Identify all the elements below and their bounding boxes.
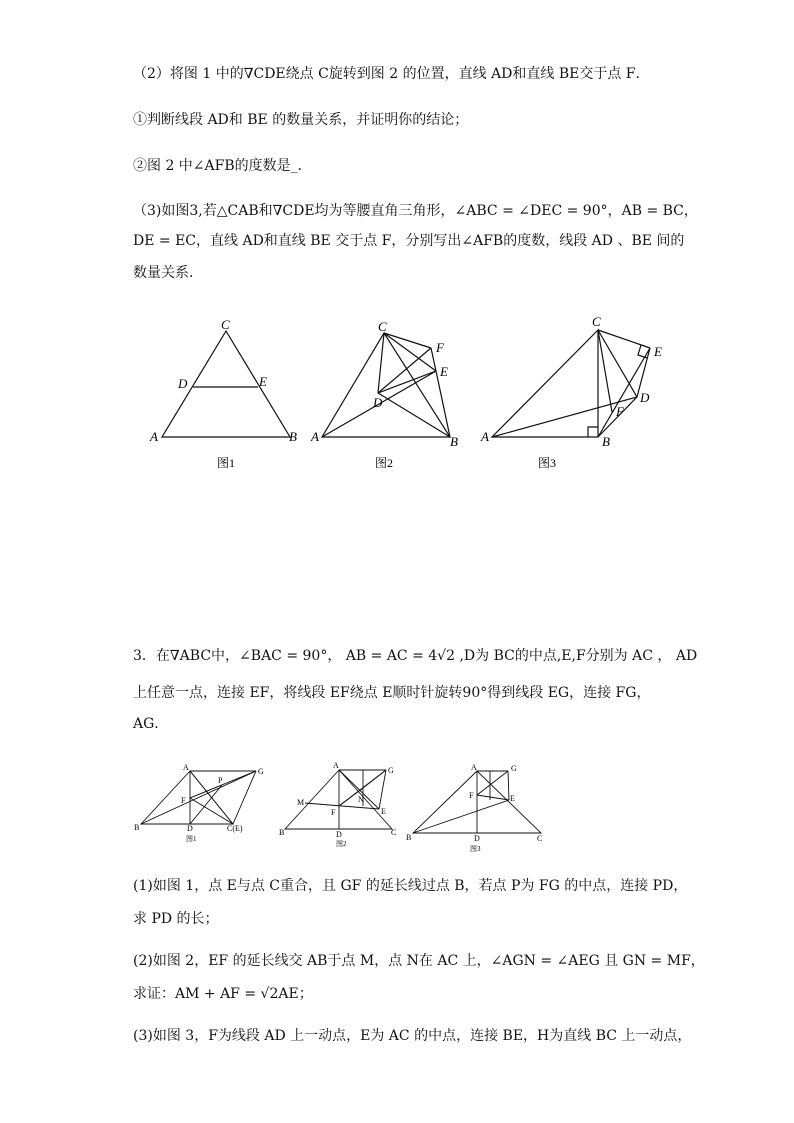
q3-fig2-label-E: E bbox=[381, 807, 386, 816]
q2-sub2-text: ②图 2 中∠AFB的度数是_． bbox=[133, 158, 312, 174]
q3-fig3-label-F: F bbox=[469, 791, 474, 800]
q3-fig2-label-D: D bbox=[336, 830, 342, 839]
q2-part3-line1: （3)如图3,若△CAB和∇CDE均为等腰直角三角形，∠ABC = ∠DEC = 90°，AB = BC， bbox=[133, 203, 698, 219]
q3-fig1-label-G: G bbox=[258, 767, 264, 776]
q3-fig3-label-D: D bbox=[474, 834, 480, 843]
q3-part1-line2: 求 PD 的长； bbox=[133, 911, 219, 927]
q2-fig2-label-C: C bbox=[378, 319, 387, 334]
q3-stem-line2: 上任意一点，连接 EF，将线段 EF绕点 E顺时针旋转90°得到线段 EG，连接 FG， bbox=[133, 685, 651, 701]
q3-part2-line2: 求证：AM + AF = √2AE； bbox=[133, 986, 313, 1002]
q2-fig1-caption: 图1 bbox=[217, 456, 236, 470]
q3-fig2-label-G: G bbox=[388, 766, 394, 775]
q3-fig2-label-N: N bbox=[358, 795, 364, 804]
q2-fig2-caption: 图2 bbox=[375, 456, 394, 470]
q3-fig1-label-A: A bbox=[183, 763, 189, 772]
q3-fig2-caption: 图2 bbox=[336, 840, 347, 848]
q2-fig1-label-A: A bbox=[150, 429, 158, 444]
q2-fig3-label-B: B bbox=[602, 434, 610, 449]
q2-fig2-label-F: F bbox=[436, 340, 444, 355]
q2-part3-line3: 数量关系． bbox=[133, 265, 203, 281]
q2-fig2-label-B: B bbox=[450, 434, 458, 449]
q2-fig2-label-A: A bbox=[311, 429, 319, 444]
q3-fig2-label-B: B bbox=[279, 828, 285, 837]
q3-part3-line1: (3)如图 3，F为线段 AD 上一动点，E为 AC 的中点，连接 BE，H为直线 BC 上一动点， bbox=[133, 1028, 692, 1044]
q2-fig2-label-D: D bbox=[373, 395, 383, 410]
q3-part1-line1: (1)如图 1，点 E与点 C重合，且 GF 的延长线过点 B，若点 P为 FG 的中点，连接 PD， bbox=[133, 878, 688, 894]
q2-fig3-caption: 图3 bbox=[538, 456, 557, 470]
q3-fig3-label-C: C bbox=[537, 834, 543, 843]
q2-fig3-label-A: A bbox=[481, 429, 489, 444]
q2-fig3-label-C: C bbox=[592, 314, 601, 329]
q2-part2-text: （2）将图 1 中的∇CDE绕点 C旋转到图 2 的位置，直线 AD和直线 BE交于点 F． bbox=[133, 66, 650, 82]
q2-part3-line2: DE = EC，直线 AD和直线 BE 交于点 F，分别写出∠AFB的度数，线段 AD 、BE 间的 bbox=[133, 233, 685, 249]
q3-fig1-label-D: D bbox=[187, 824, 193, 833]
q3-fig2-label-M: M bbox=[297, 798, 305, 807]
q3-part2-line1: (2)如图 2，EF 的延长线交 AB于点 M，点 N在 AC 上，∠AGN = ∠AEG 且 GN = MF， bbox=[133, 953, 705, 969]
q2-fig2-label-E: E bbox=[440, 364, 448, 379]
q3-fig1-label-B: B bbox=[134, 823, 140, 832]
q2-fig1-label-C: C bbox=[221, 317, 230, 332]
q3-fig1-label-F: F bbox=[181, 796, 186, 805]
q3-fig3-caption: 图3 bbox=[470, 845, 481, 853]
q3-stem-line3: AG． bbox=[133, 716, 169, 732]
q2-fig3-label-E: E bbox=[654, 344, 662, 359]
q2-fig1-label-E: E bbox=[259, 374, 267, 389]
q3-stem-line1: 3．在∇ABC中，∠BAC = 90°， AB = AC = 4√2 ,D为 BC的中点,E,F分别为 AC ， AD bbox=[133, 648, 698, 664]
q2-fig1-label-B: B bbox=[289, 429, 297, 444]
q3-fig1-label-P: P bbox=[218, 776, 223, 785]
q3-fig3-label-B: B bbox=[406, 833, 412, 842]
q3-fig3-label-E: E bbox=[510, 794, 515, 803]
q2-fig3-label-F: F bbox=[616, 404, 624, 419]
q3-fig3-label-A: A bbox=[471, 763, 477, 772]
q2-sub1-text: ①判断线段 AD和 BE 的数量关系，并证明你的结论； bbox=[133, 112, 469, 128]
q2-fig1-label-D: D bbox=[178, 376, 188, 391]
q3-fig2-label-F: F bbox=[331, 808, 336, 817]
q3-fig3-label-G: G bbox=[511, 764, 517, 773]
q3-fig1-label-CE: C(E) bbox=[227, 824, 243, 833]
q3-fig1-caption: 图1 bbox=[186, 835, 197, 843]
q3-fig2-label-C: C bbox=[391, 828, 397, 837]
q2-fig3-label-D: D bbox=[640, 390, 650, 405]
q3-fig2-label-A: A bbox=[333, 761, 339, 770]
